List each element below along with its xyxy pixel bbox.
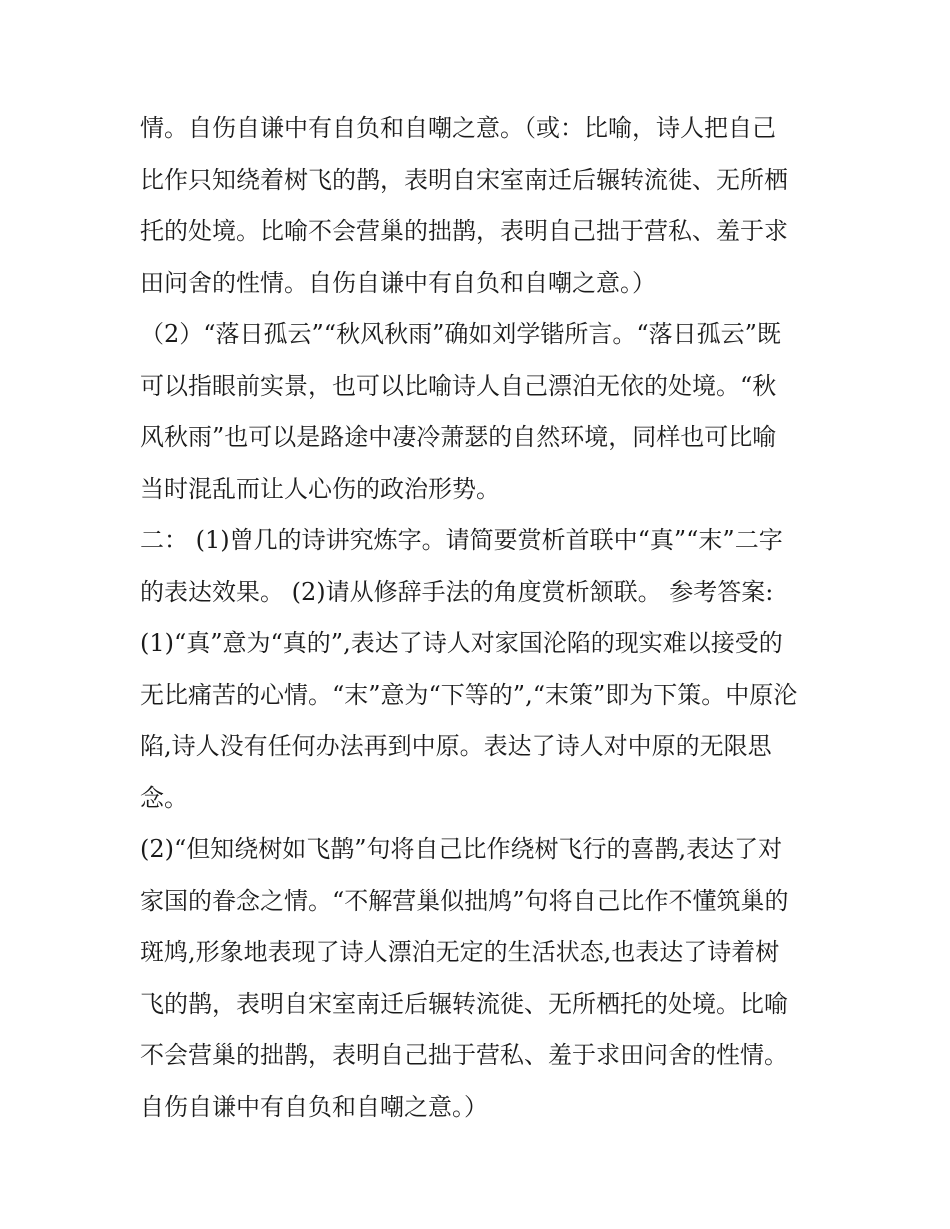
text-line: (1)“真”意为“真的”,表达了诗人对家国沦陷的现实难以接受的 bbox=[140, 629, 783, 657]
text-line: 可以指眼前实景，也可以比喻诗人自己漂泊无依的处境。“秋 bbox=[140, 371, 777, 400]
text-line: 比作只知绕着树飞的鹊，表明自宋室南迁后辗转流徙、无所栖 bbox=[140, 165, 788, 194]
answer-text-block bbox=[140, 103, 830, 1133]
text-line: 情。自伤自谦中有自负和自嘲之意。（或：比喻，诗人把自己 bbox=[140, 114, 776, 142]
text-line: 风秋雨”也可以是路途中凄冷萧瑟的自然环境，同样也可比喻 bbox=[140, 423, 777, 451]
text-line: 托的处境。比喻不会营巢的拙鹊，表明自己拙于营私、羞于求 bbox=[140, 217, 788, 245]
text-line: 无比痛苦的心情。“末”意为“下等的”,“末策”即为下策。中原沦 bbox=[140, 680, 798, 709]
text-line: 飞的鹊，表明自宋室南迁后辗转流徙、无所栖托的处境。比喻 bbox=[140, 989, 788, 1018]
text-line: 当时混乱而让人心伤的政治形势。 bbox=[140, 474, 500, 503]
text-line: 的表达效果。 (2)请从修辞手法的角度赏析颔联。 参考答案: bbox=[140, 577, 774, 606]
text-line: （2）“落日孤云”“秋风秋雨”确如刘学锴所言。“落日孤云”既 bbox=[140, 320, 781, 348]
text-line: 田问舍的性情。自伤自谦中有自负和自嘲之意。） bbox=[140, 268, 656, 297]
text-line: (2)“但知绕树如飞鹊”句将自己比作绕树飞行的喜鹊,表达了对 bbox=[140, 835, 783, 863]
text-line: 家国的眷念之情。“不解营巢似拙鸠”句将自己比作不懂筑巢的 bbox=[140, 886, 789, 915]
text-line: 二： (1)曾几的诗讲究炼字。请简要赏析首联中“真”“末”二字 bbox=[140, 526, 783, 554]
text-line: 斑鸠,形象地表现了诗人漂泊无定的生活状态,也表达了诗着树 bbox=[140, 938, 780, 966]
text-line: 陷,诗人没有任何办法再到中原。表达了诗人对中原的无限思 bbox=[140, 732, 772, 760]
text-line: 念。 bbox=[140, 783, 188, 812]
text-line: 不会营巢的拙鹊，表明自己拙于营私、羞于求田问舍的性情。 bbox=[140, 1041, 788, 1069]
text-line: 自伤自谦中有自负和自嘲之意。） bbox=[140, 1092, 488, 1121]
